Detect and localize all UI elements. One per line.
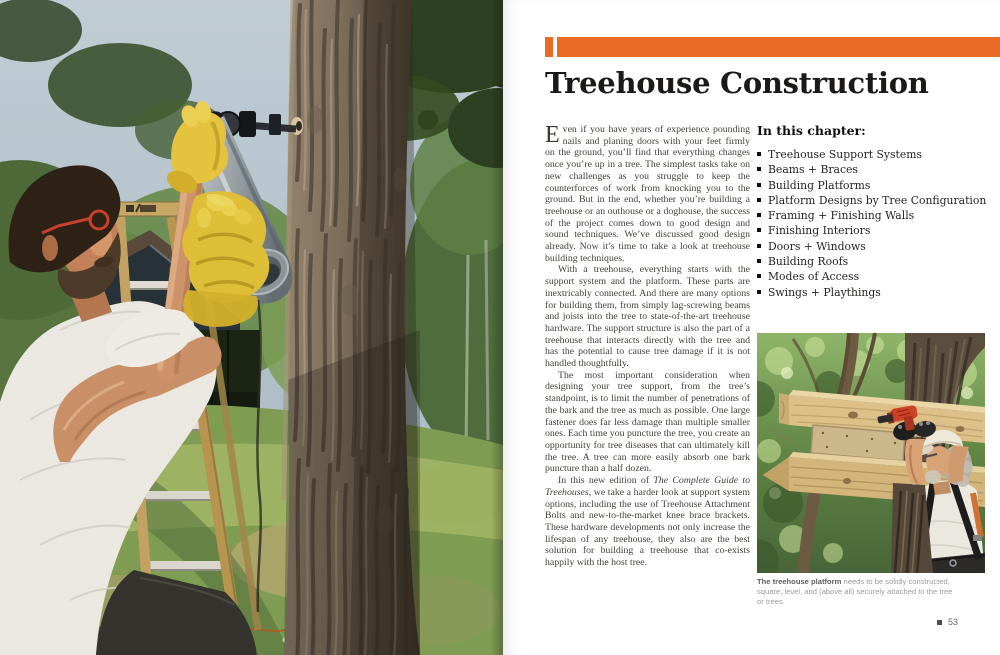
intro-paragraph: With a treehouse, everything starts with the support system and the platform. These parts are inextricably connected. And there are many options for building them, from simply lag-screwing beams and joists into the tree to state-of-the-art treehouse hardware. The support structure is also the part of a treehouse that interacts directly with the tree and has the potential to cause tree damage if it is not handled thoughtfully. (545, 264, 750, 370)
lower-work-glove (182, 191, 269, 327)
bullet-square-icon (757, 290, 761, 294)
tree-trunk (284, 0, 420, 655)
intro-paragraph (545, 475, 750, 569)
caption-lead: The treehouse platform (757, 577, 842, 586)
chapter-item-label: Framing + Finishing Walls (768, 209, 915, 223)
chapter-list-item (757, 254, 995, 269)
chapter-item-label: Finishing Interiors (768, 224, 871, 238)
bullet-square-icon (757, 213, 761, 217)
right-page (503, 0, 1000, 655)
drop-cap: E (545, 122, 560, 148)
paragraph-text: ven if you have years of experience pounding nails and planing doors with your feet firmly on the ground, you’ll find that everything changes once you’re up in a tree. The simplest tasks take on new challenges as you struggle to keep the counterforces of work from knocking you to the ground. But in the end, whether you’re building a treehouse or an outhouse or a doghouse, the success of the project comes down to good design and sound techniques. We’ve discussed good design already. Now it’s time to take a look at treehouse building techniques. (545, 124, 750, 264)
bullet-square-icon (757, 183, 761, 187)
chapter-item-label: Treehouse Support Systems (768, 148, 923, 161)
bullet-square-icon (757, 228, 761, 232)
platform-photo (757, 333, 985, 573)
paragraph-text: In this new edition of (558, 475, 654, 487)
photo-caption (757, 577, 957, 607)
caption-text: needs to be solidly constructed, square, level, and (above all) securely attached to the tree or trees. (757, 577, 953, 606)
chapter-contents (757, 123, 995, 300)
bullet-square-icon (757, 198, 761, 202)
intro-paragraph: The most important consideration when designing your tree support, from the tree’s standpoint, is to limit the number of penetrations of the bark and the tree as much as possible. One large fastener does far less damage than multiple smaller ones. Each time you puncture the tree, you create an opportunity for tree diseases that can ultimately kill the tree. A tree can more easily absorb one bark puncture than a half dozen. (545, 369, 750, 475)
intro-paragraph (545, 124, 750, 264)
chapter-item-label: Platform Designs by Tree Configuration (768, 193, 987, 207)
book-title-italic: The Complete Guide to Treehouses (545, 475, 750, 498)
bullet-square-icon (757, 244, 761, 248)
chapter-list-item (757, 269, 995, 284)
chapter-list-item (757, 239, 995, 254)
chapter-list-heading: In this chapter: (757, 123, 866, 138)
page-fold-shadow (491, 0, 503, 655)
paragraph-text: , we take a harder look at support system options, including the use of Treehouse Attachment Bolts and new-to-the-market knee brace brackets. These hardware developments not only increase the lifespan of any treehouse, they also are the best solution for building a treehouse that co-exists happily with the host tree. (545, 486, 750, 569)
chapter-item-label: Beams + Braces (768, 163, 858, 177)
accent-bar-notch (545, 37, 553, 57)
chapter-list-item (757, 285, 995, 300)
chapter-list-item (757, 223, 995, 238)
page-number (937, 617, 958, 627)
chapter-list (757, 147, 995, 300)
folio-square-icon (937, 620, 942, 625)
platform-photo-illustration (757, 333, 985, 573)
chapter-item-label: Building Roofs (768, 255, 849, 269)
ear (42, 235, 58, 261)
chapter-list-item (757, 162, 995, 177)
intro-text-column (545, 124, 750, 569)
chapter-list-item (757, 147, 995, 162)
page-title: Treehouse Construction (545, 66, 929, 100)
bullet-square-icon (757, 167, 761, 171)
accent-bar (557, 37, 1000, 57)
chapter-list-item (757, 178, 995, 193)
chapter-list-item (757, 193, 995, 208)
bullet-square-icon (757, 152, 761, 156)
gray-beard (925, 470, 941, 484)
chapter-item-label: Building Platforms (768, 178, 871, 192)
chapter-item-label: Doors + Windows (768, 239, 866, 253)
chapter-item-label: Swings + Playthings (768, 285, 881, 299)
chapter-item-label: Modes of Access (768, 270, 860, 284)
bullet-square-icon (757, 259, 761, 263)
chapter-list-item (757, 208, 995, 223)
folio-number: 53 (948, 617, 959, 627)
bullet-square-icon (757, 274, 761, 278)
